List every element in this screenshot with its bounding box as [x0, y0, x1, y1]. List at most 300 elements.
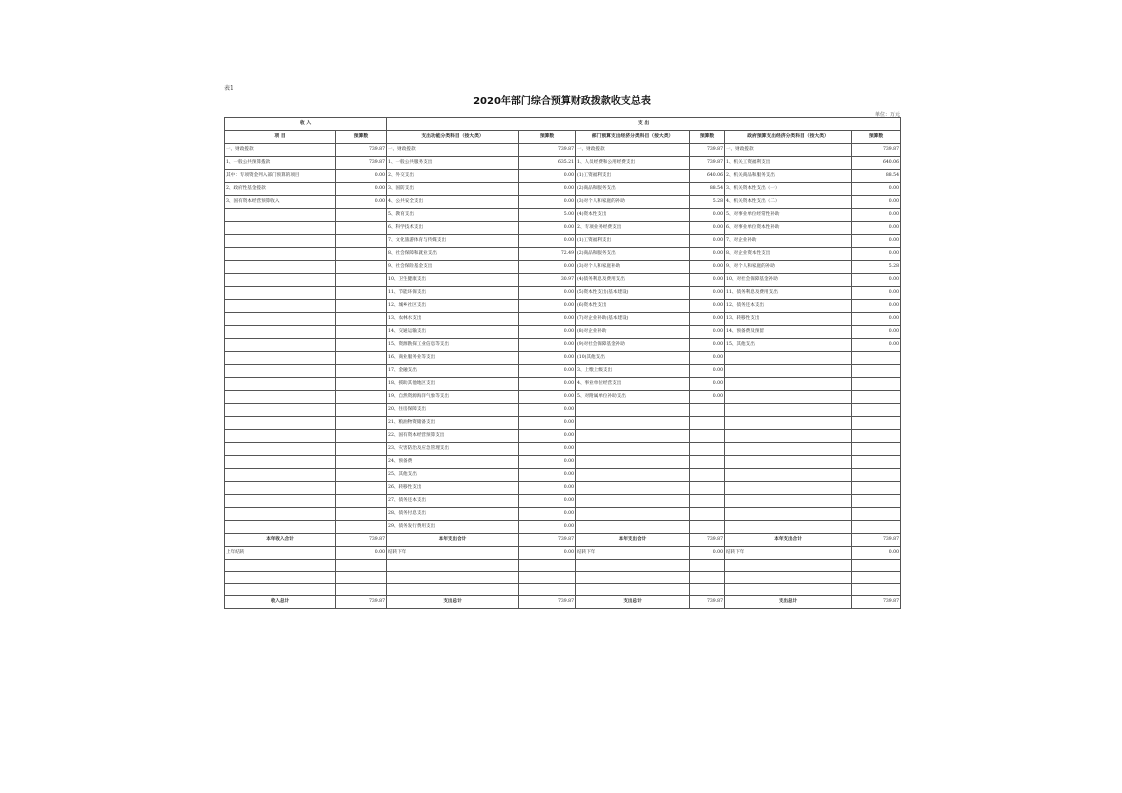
income-item-cell [225, 521, 336, 534]
income-item-cell: 1、一般公共预算拨款 [225, 157, 336, 170]
table-body [225, 118, 901, 609]
dept-econ-budget-cell: 0.00 [690, 274, 725, 287]
gov-econ-item-cell [725, 482, 852, 495]
func-item-cell: 一、财政拨款 [387, 144, 519, 157]
gov-econ-item-cell: 3、机关资本性支出（一） [725, 183, 852, 196]
dept-econ-item-cell [576, 443, 690, 456]
table-row [225, 209, 901, 222]
gov-econ-item-cell [725, 495, 852, 508]
income-budget-cell [336, 235, 387, 248]
func-budget-cell: 0.00 [519, 365, 576, 378]
table-row [225, 482, 901, 495]
carryover-income-label: 上年结转 [225, 547, 336, 560]
gov-econ-budget-cell: 5.28 [852, 261, 901, 274]
dept-total-value: 739.87 [690, 596, 725, 609]
func-item-cell: 11、节能环保支出 [387, 287, 519, 300]
dept-econ-item-cell: (1)工资福利支出 [576, 235, 690, 248]
dept-econ-item-cell: (10)其他支出 [576, 352, 690, 365]
gov-econ-budget-cell: 0.00 [852, 339, 901, 352]
func-item-cell: 17、金融支出 [387, 365, 519, 378]
dept-econ-budget-cell: 0.00 [690, 287, 725, 300]
gov-econ-budget-cell: 0.00 [852, 300, 901, 313]
func-item-cell: 18、援助其他地区支出 [387, 378, 519, 391]
gov-econ-item-cell [725, 352, 852, 365]
income-item-cell [225, 261, 336, 274]
income-item-cell [225, 469, 336, 482]
gov-econ-item-cell [725, 365, 852, 378]
dept-econ-budget-cell [690, 495, 725, 508]
gov-econ-budget-cell [852, 378, 901, 391]
table-row [225, 248, 901, 261]
func-item-cell: 24、预备费 [387, 456, 519, 469]
dept-econ-budget-cell: 0.00 [690, 365, 725, 378]
func-budget-cell: 72.49 [519, 248, 576, 261]
income-item-cell [225, 222, 336, 235]
func-budget-cell: 0.00 [519, 222, 576, 235]
table-row [225, 274, 901, 287]
gov-econ-budget-cell: 0.00 [852, 248, 901, 261]
gov-econ-item-cell [725, 378, 852, 391]
func-item-cell: 3、国防支出 [387, 183, 519, 196]
gov-econ-item-cell: 2、机关商品和服务支出 [725, 170, 852, 183]
column-header-item: 项 目 [225, 131, 336, 144]
table-row [225, 300, 901, 313]
func-item-cell: 20、住房保障支出 [387, 404, 519, 417]
gov-econ-budget-cell: 0.00 [852, 183, 901, 196]
carryover-gov-label: 结转下年 [725, 547, 852, 560]
func-item-cell: 5、教育支出 [387, 209, 519, 222]
dept-econ-item-cell [576, 469, 690, 482]
dept-econ-item-cell: (3)对个人和家庭的补助 [576, 196, 690, 209]
income-item-cell [225, 352, 336, 365]
dept-econ-item-cell: (7)对企业补助(基本建设) [576, 313, 690, 326]
func-budget-cell: 0.00 [519, 443, 576, 456]
dept-econ-item-cell: 5、对附属单位补助支出 [576, 391, 690, 404]
func-item-cell: 10、卫生健康支出 [387, 274, 519, 287]
income-item-cell [225, 378, 336, 391]
income-budget-cell [336, 391, 387, 404]
gov-econ-budget-cell [852, 391, 901, 404]
dept-econ-budget-cell: 0.00 [690, 222, 725, 235]
column-header-budget: 预算数 [336, 131, 387, 144]
dept-econ-budget-cell [690, 469, 725, 482]
income-budget-cell [336, 430, 387, 443]
gov-econ-budget-cell: 0.00 [852, 196, 901, 209]
dept-econ-budget-cell: 88.54 [690, 183, 725, 196]
func-budget-cell: 0.00 [519, 521, 576, 534]
dept-econ-item-cell [576, 495, 690, 508]
dept-econ-item-cell [576, 456, 690, 469]
income-budget-cell [336, 482, 387, 495]
income-budget-cell [336, 274, 387, 287]
table-row [225, 365, 901, 378]
func-budget-cell: 0.00 [519, 339, 576, 352]
gov-econ-budget-cell [852, 430, 901, 443]
gov-econ-budget-cell [852, 469, 901, 482]
dept-econ-item-cell: (3)对个人和家庭补助 [576, 261, 690, 274]
income-item-cell [225, 313, 336, 326]
table-row [225, 339, 901, 352]
dept-econ-budget-cell [690, 521, 725, 534]
dept-econ-budget-cell: 0.00 [690, 300, 725, 313]
gov-econ-item-cell: 8、对企业资本性支出 [725, 248, 852, 261]
dept-econ-budget-cell: 0.00 [690, 326, 725, 339]
table-row [225, 404, 901, 417]
gov-econ-budget-cell: 0.00 [852, 287, 901, 300]
dept-econ-budget-cell: 5.28 [690, 196, 725, 209]
dept-econ-budget-cell: 0.00 [690, 235, 725, 248]
func-budget-cell: 5.00 [519, 209, 576, 222]
dept-econ-item-cell [576, 508, 690, 521]
func-budget-cell: 0.00 [519, 482, 576, 495]
income-budget-cell [336, 469, 387, 482]
func-budget-cell: 0.00 [519, 391, 576, 404]
dept-econ-item-cell [576, 404, 690, 417]
income-budget-cell [336, 378, 387, 391]
dept-econ-budget-cell: 0.00 [690, 391, 725, 404]
dept-econ-item-cell: (2)商品和服务支出 [576, 248, 690, 261]
gov-total-label: 支出总计 [725, 596, 852, 609]
table-row [225, 196, 901, 209]
gov-econ-budget-cell: 640.06 [852, 157, 901, 170]
table-row [225, 430, 901, 443]
func-subtotal-label: 本年支出合计 [387, 534, 519, 547]
column-header-budget: 预算数 [690, 131, 725, 144]
gov-econ-budget-cell: 0.00 [852, 313, 901, 326]
header-row-group [225, 118, 901, 131]
gov-subtotal-label: 本年支出合计 [725, 534, 852, 547]
income-budget-cell: 739.87 [336, 144, 387, 157]
func-item-cell: 16、商业服务业等支出 [387, 352, 519, 365]
dept-econ-budget-cell: 0.00 [690, 261, 725, 274]
dept-econ-item-cell: 4、事业单位经营支出 [576, 378, 690, 391]
table-row [225, 261, 901, 274]
func-item-cell: 28、债务付息支出 [387, 508, 519, 521]
func-item-cell: 2、外交支出 [387, 170, 519, 183]
income-item-cell [225, 365, 336, 378]
table-row [225, 391, 901, 404]
income-item-cell [225, 417, 336, 430]
income-item-cell [225, 274, 336, 287]
income-item-cell [225, 443, 336, 456]
dept-econ-budget-cell: 640.06 [690, 170, 725, 183]
func-item-cell: 22、国有资本经营预算支出 [387, 430, 519, 443]
gov-econ-item-cell [725, 391, 852, 404]
income-item-cell [225, 339, 336, 352]
dept-econ-item-cell: 一、财政拨款 [576, 144, 690, 157]
func-item-cell: 25、其他支出 [387, 469, 519, 482]
dept-econ-budget-cell [690, 443, 725, 456]
gov-econ-budget-cell: 88.54 [852, 170, 901, 183]
income-item-cell [225, 209, 336, 222]
income-total-value: 739.87 [336, 596, 387, 609]
func-total-value: 739.87 [519, 596, 576, 609]
dept-econ-item-cell: 1、人员经费和公用经费支出 [576, 157, 690, 170]
gov-econ-item-cell: 12、债务还本支出 [725, 300, 852, 313]
income-item-cell [225, 248, 336, 261]
dept-econ-budget-cell [690, 430, 725, 443]
func-budget-cell: 30.97 [519, 274, 576, 287]
income-item-cell: 2、政府性基金拨款 [225, 183, 336, 196]
func-item-cell: 13、农林水支出 [387, 313, 519, 326]
dept-subtotal-label: 本年支出合计 [576, 534, 690, 547]
func-budget-cell: 0.00 [519, 352, 576, 365]
income-header: 收 入 [225, 118, 387, 131]
table-row [225, 456, 901, 469]
gov-econ-budget-cell [852, 508, 901, 521]
table-row [225, 326, 901, 339]
empty-row [225, 560, 901, 572]
func-item-cell: 26、转移性支出 [387, 482, 519, 495]
dept-econ-item-cell: 3、上缴上级支出 [576, 365, 690, 378]
gov-econ-item-cell [725, 417, 852, 430]
income-budget-cell [336, 326, 387, 339]
dept-econ-item-cell [576, 482, 690, 495]
func-budget-cell: 0.00 [519, 313, 576, 326]
table-row [225, 222, 901, 235]
income-budget-cell [336, 495, 387, 508]
table-row [225, 144, 901, 157]
func-budget-cell: 0.00 [519, 287, 576, 300]
table-row [225, 313, 901, 326]
func-budget-cell: 0.00 [519, 469, 576, 482]
income-item-cell [225, 404, 336, 417]
dept-total-label: 支出总计 [576, 596, 690, 609]
total-row [225, 596, 901, 609]
func-budget-cell: 0.00 [519, 300, 576, 313]
gov-econ-budget-cell [852, 365, 901, 378]
gov-econ-item-cell: 4、机关资本性支出（二） [725, 196, 852, 209]
func-item-cell: 9、社会保险基金支出 [387, 261, 519, 274]
column-header-dept-econ: 部门预算支出经济分类科目（按大类） [576, 131, 690, 144]
table-row [225, 378, 901, 391]
income-budget-cell [336, 404, 387, 417]
column-header-func: 支出功能分类科目（按大类） [387, 131, 519, 144]
func-item-cell: 14、交通运输支出 [387, 326, 519, 339]
income-item-cell: 3、国有资本经营预算收入 [225, 196, 336, 209]
header-row-columns [225, 131, 901, 144]
table-row [225, 508, 901, 521]
func-budget-cell: 0.00 [519, 235, 576, 248]
gov-econ-budget-cell: 739.87 [852, 144, 901, 157]
dept-econ-item-cell [576, 521, 690, 534]
gov-econ-budget-cell: 0.00 [852, 209, 901, 222]
dept-econ-budget-cell [690, 482, 725, 495]
carryover-row [225, 547, 901, 560]
carryover-dept-label: 结转下年 [576, 547, 690, 560]
dept-subtotal-value: 739.87 [690, 534, 725, 547]
income-budget-cell [336, 313, 387, 326]
income-budget-cell [336, 456, 387, 469]
func-item-cell: 4、公共安全支出 [387, 196, 519, 209]
income-budget-cell [336, 508, 387, 521]
table-row [225, 469, 901, 482]
income-item-cell [225, 482, 336, 495]
func-item-cell: 29、债务发行费用支出 [387, 521, 519, 534]
func-budget-cell: 0.00 [519, 183, 576, 196]
gov-econ-item-cell [725, 456, 852, 469]
income-item-cell [225, 391, 336, 404]
table-row [225, 235, 901, 248]
income-item-cell: 一、财政拨款 [225, 144, 336, 157]
func-budget-cell: 0.00 [519, 508, 576, 521]
dept-econ-budget-cell: 0.00 [690, 248, 725, 261]
income-budget-cell [336, 248, 387, 261]
gov-econ-budget-cell [852, 443, 901, 456]
func-item-cell: 21、粮油物资储备支出 [387, 417, 519, 430]
income-item-cell [225, 495, 336, 508]
dept-econ-budget-cell [690, 417, 725, 430]
income-budget-cell [336, 339, 387, 352]
dept-econ-budget-cell: 0.00 [690, 339, 725, 352]
table-row [225, 417, 901, 430]
carryover-func-value: 0.00 [519, 547, 576, 560]
income-budget-cell [336, 287, 387, 300]
gov-econ-item-cell: 6、对事业单位资本性补助 [725, 222, 852, 235]
income-item-cell [225, 456, 336, 469]
func-budget-cell: 739.87 [519, 144, 576, 157]
unit-label: 单位：万元 [874, 112, 900, 118]
func-budget-cell: 0.00 [519, 404, 576, 417]
dept-econ-item-cell: (4)资本性支出 [576, 209, 690, 222]
income-budget-cell [336, 521, 387, 534]
gov-econ-budget-cell [852, 482, 901, 495]
gov-econ-item-cell [725, 469, 852, 482]
table-row [225, 443, 901, 456]
table-row [225, 352, 901, 365]
income-total-label: 收入总计 [225, 596, 336, 609]
func-item-cell: 8、社会保障和就业支出 [387, 248, 519, 261]
dept-econ-item-cell: (2)商品和服务支出 [576, 183, 690, 196]
dept-econ-budget-cell: 0.00 [690, 378, 725, 391]
func-item-cell: 7、文化旅游体育与传媒支出 [387, 235, 519, 248]
dept-econ-budget-cell: 739.87 [690, 144, 725, 157]
dept-econ-budget-cell [690, 508, 725, 521]
dept-econ-budget-cell: 739.87 [690, 157, 725, 170]
carryover-dept-value: 0.00 [690, 547, 725, 560]
income-budget-cell: 0.00 [336, 183, 387, 196]
gov-econ-item-cell [725, 521, 852, 534]
gov-econ-budget-cell: 0.00 [852, 326, 901, 339]
dept-econ-budget-cell [690, 404, 725, 417]
func-item-cell: 12、城乡社区支出 [387, 300, 519, 313]
gov-econ-item-cell: 10、对社会保障基金补助 [725, 274, 852, 287]
gov-econ-item-cell: 7、对企业补助 [725, 235, 852, 248]
gov-econ-item-cell: 9、对个人和家庭的补助 [725, 261, 852, 274]
income-item-cell [225, 326, 336, 339]
gov-econ-budget-cell [852, 417, 901, 430]
income-item-cell [225, 300, 336, 313]
carryover-income-value: 0.00 [336, 547, 387, 560]
func-budget-cell: 0.00 [519, 196, 576, 209]
income-budget-cell: 0.00 [336, 196, 387, 209]
table-row [225, 170, 901, 183]
gov-econ-budget-cell [852, 456, 901, 469]
table-row [225, 183, 901, 196]
column-header-budget: 预算数 [852, 131, 901, 144]
func-item-cell: 23、灾害防治及应急管理支出 [387, 443, 519, 456]
dept-econ-item-cell: 2、专项业务经费支出 [576, 222, 690, 235]
income-item-cell [225, 508, 336, 521]
carryover-func-label: 结转下年 [387, 547, 519, 560]
income-budget-cell [336, 365, 387, 378]
gov-subtotal-value: 739.87 [852, 534, 901, 547]
page-title: 2020年部门综合预算财政拨款收支总表 [473, 96, 651, 107]
empty-row [225, 584, 901, 596]
gov-econ-item-cell: 14、预备费及预留 [725, 326, 852, 339]
gov-econ-budget-cell [852, 404, 901, 417]
table-row [225, 157, 901, 170]
gov-econ-budget-cell [852, 521, 901, 534]
dept-econ-item-cell: (5)资本性支出(基本建设) [576, 287, 690, 300]
gov-econ-budget-cell [852, 495, 901, 508]
func-budget-cell: 0.00 [519, 378, 576, 391]
func-budget-cell: 0.00 [519, 430, 576, 443]
income-item-cell [225, 235, 336, 248]
income-budget-cell [336, 352, 387, 365]
income-subtotal-label: 本年收入合计 [225, 534, 336, 547]
gov-econ-item-cell: 15、其他支出 [725, 339, 852, 352]
table-row [225, 521, 901, 534]
gov-econ-item-cell: 一、财政拨款 [725, 144, 852, 157]
func-budget-cell: 0.00 [519, 261, 576, 274]
empty-row [225, 572, 901, 584]
table-row [225, 287, 901, 300]
gov-econ-item-cell [725, 443, 852, 456]
gov-econ-item-cell: 11、债务利息及费用支出 [725, 287, 852, 300]
func-budget-cell: 0.00 [519, 326, 576, 339]
table-row [225, 495, 901, 508]
column-header-gov-econ: 政府预算支出经济分类科目（按大类） [725, 131, 852, 144]
func-item-cell: 6、科学技术支出 [387, 222, 519, 235]
income-budget-cell: 739.87 [336, 157, 387, 170]
income-budget-cell [336, 300, 387, 313]
income-item-cell [225, 287, 336, 300]
func-item-cell: 1、一般公共服务支出 [387, 157, 519, 170]
table-number: 表1 [224, 85, 234, 92]
gov-econ-budget-cell: 0.00 [852, 235, 901, 248]
dept-econ-budget-cell [690, 456, 725, 469]
dept-econ-budget-cell: 0.00 [690, 209, 725, 222]
gov-econ-item-cell [725, 404, 852, 417]
gov-econ-budget-cell [852, 352, 901, 365]
income-budget-cell [336, 209, 387, 222]
func-item-cell: 19、自然资源海洋气象等支出 [387, 391, 519, 404]
income-item-cell [225, 430, 336, 443]
gov-econ-item-cell: 5、对事业单位经常性补助 [725, 209, 852, 222]
income-item-cell: 其中：专项资金列入部门预算的项目 [225, 170, 336, 183]
gov-econ-item-cell: 13、转移性支出 [725, 313, 852, 326]
func-budget-cell: 0.00 [519, 417, 576, 430]
income-subtotal-value: 739.87 [336, 534, 387, 547]
dept-econ-item-cell: (6)资本性支出 [576, 300, 690, 313]
func-budget-cell: 0.00 [519, 456, 576, 469]
dept-econ-budget-cell: 0.00 [690, 313, 725, 326]
gov-econ-budget-cell: 0.00 [852, 274, 901, 287]
column-header-budget: 预算数 [519, 131, 576, 144]
income-budget-cell [336, 443, 387, 456]
dept-econ-item-cell [576, 430, 690, 443]
income-budget-cell: 0.00 [336, 170, 387, 183]
carryover-gov-value: 0.00 [852, 547, 901, 560]
func-budget-cell: 635.21 [519, 157, 576, 170]
func-item-cell: 15、资源勘探工业信息等支出 [387, 339, 519, 352]
func-budget-cell: 0.00 [519, 170, 576, 183]
dept-econ-item-cell: (1)工资福利支出 [576, 170, 690, 183]
gov-econ-item-cell [725, 508, 852, 521]
gov-econ-budget-cell: 0.00 [852, 222, 901, 235]
dept-econ-item-cell: (9)对社会保障基金补助 [576, 339, 690, 352]
